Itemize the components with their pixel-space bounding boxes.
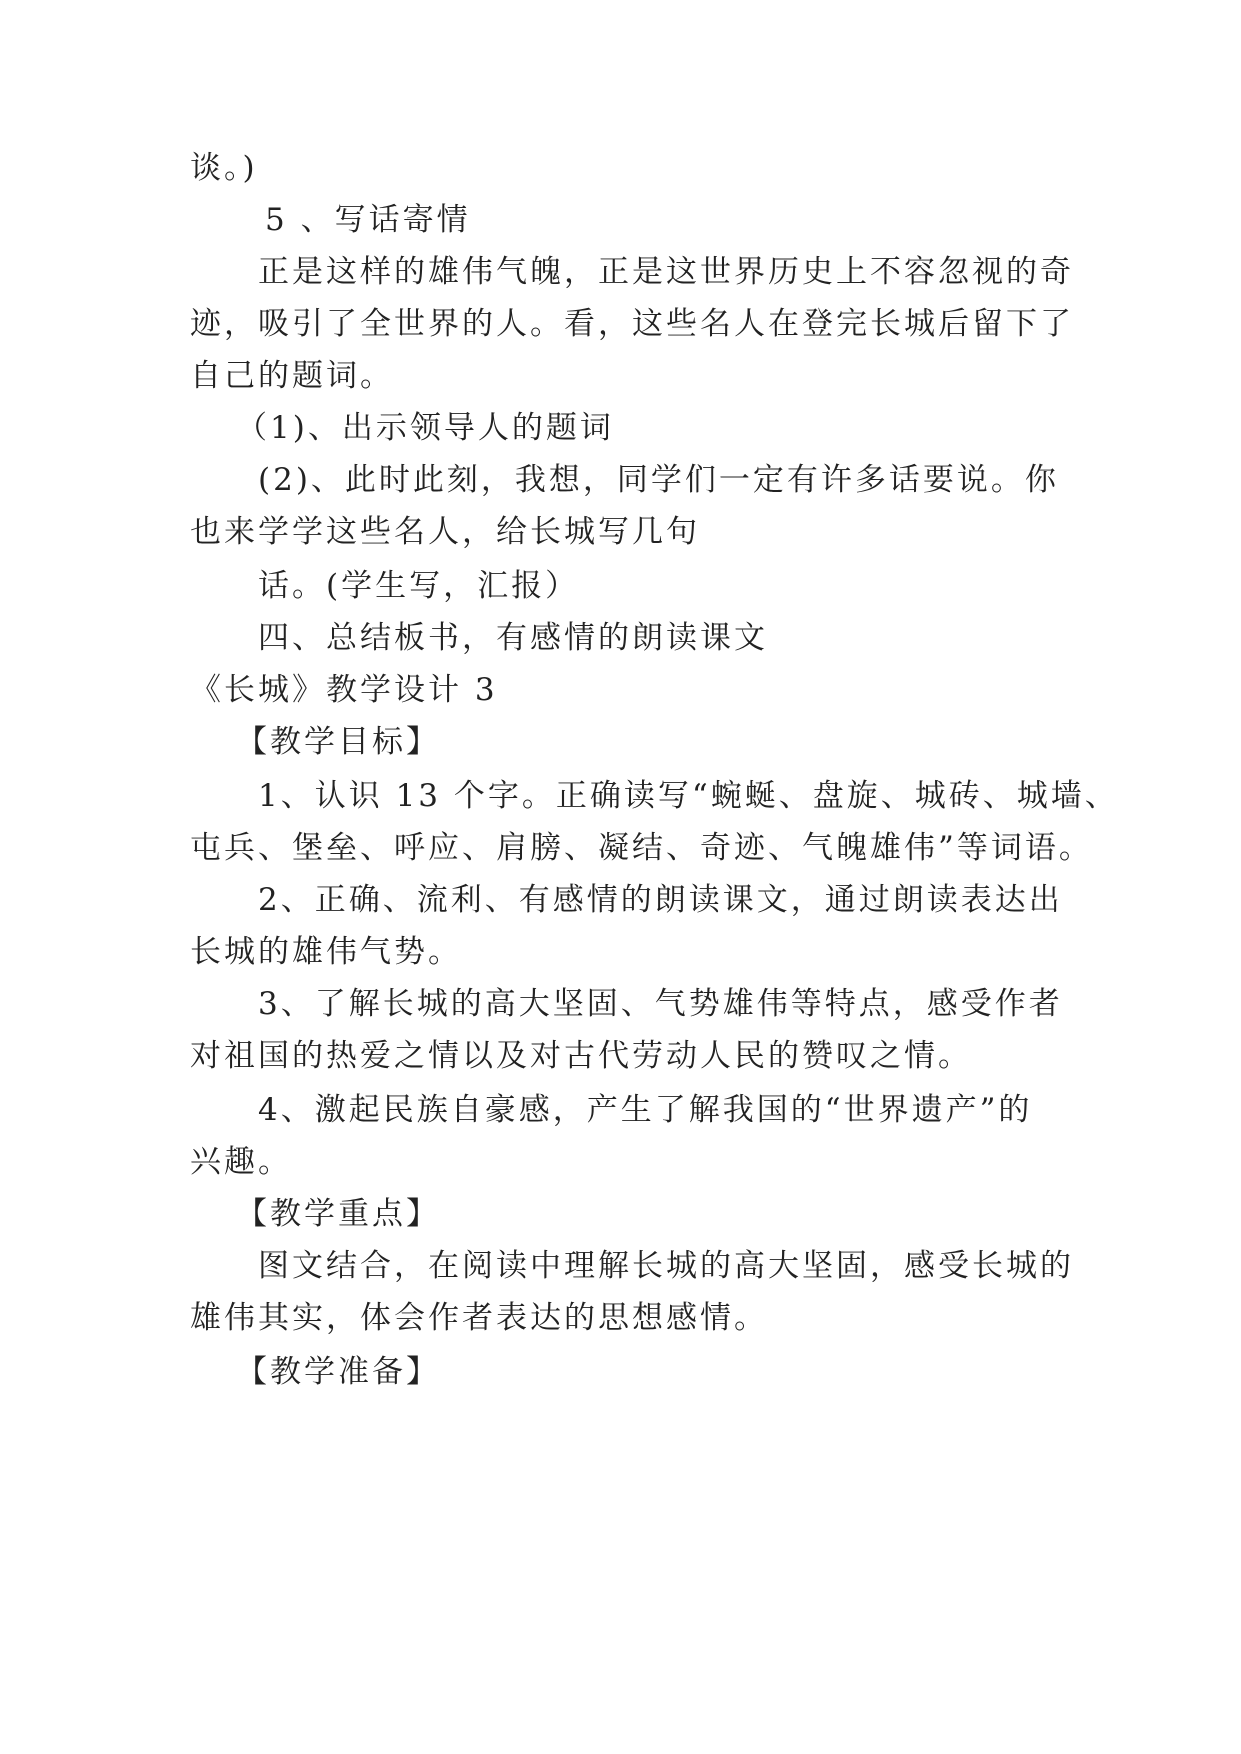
paragraph-continuation: 谈。) xyxy=(190,150,258,186)
paragraph-line: 也来学学这些名人，给长城写几句 xyxy=(190,514,700,550)
list-item: （1)、出示领导人的题词 xyxy=(236,410,614,446)
paragraph-line: 雄伟其实，体会作者表达的思想感情。 xyxy=(190,1300,768,1336)
list-item: 3、了解长城的高大坚固、气势雄伟等特点，感受作者 xyxy=(258,986,1063,1022)
paragraph-line: 话。(学生写，汇报） xyxy=(258,568,580,604)
paragraph-line: 对祖国的热爱之情以及对古代劳动人民的赞叹之情。 xyxy=(190,1038,972,1074)
section-heading-teaching-goals: 【教学目标】 xyxy=(236,724,440,760)
section-heading-write-words: 5 、写话寄情 xyxy=(265,202,471,238)
paragraph-line: 迹，吸引了全世界的人。看，这些名人在登完长城后留下了 xyxy=(190,306,1074,342)
paragraph-line: 自己的题词。 xyxy=(190,358,394,394)
section-heading-teaching-focus: 【教学重点】 xyxy=(236,1196,440,1232)
paragraph-line: 兴趣。 xyxy=(190,1144,292,1180)
list-item: (2)、此时此刻，我想，同学们一定有许多话要说。你 xyxy=(258,462,1059,498)
paragraph-line: 长城的雄伟气势。 xyxy=(190,934,462,970)
section-heading-summary: 四、总结板书，有感情的朗读课文 xyxy=(258,620,768,656)
paragraph-line: 正是这样的雄伟气魄，正是这世界历史上不容忽视的奇 xyxy=(258,254,1074,290)
document-title: 《长城》教学设计 3 xyxy=(190,672,498,708)
list-item: 2、正确、流利、有感情的朗读课文，通过朗读表达出 xyxy=(258,882,1063,918)
paragraph-line: 图文结合，在阅读中理解长城的高大坚固，感受长城的 xyxy=(258,1248,1074,1284)
section-heading-teaching-preparation: 【教学准备】 xyxy=(236,1354,440,1390)
list-item: 1、认识 13 个字。正确读写“蜿蜒、盘旋、城砖、城墙、 xyxy=(258,778,1119,814)
list-item: 4、激起民族自豪感，产生了解我国的“世界遗产”的 xyxy=(258,1092,1033,1128)
paragraph-line: 屯兵、堡垒、呼应、肩膀、凝结、奇迹、气魄雄伟”等词语。 xyxy=(190,830,1093,866)
